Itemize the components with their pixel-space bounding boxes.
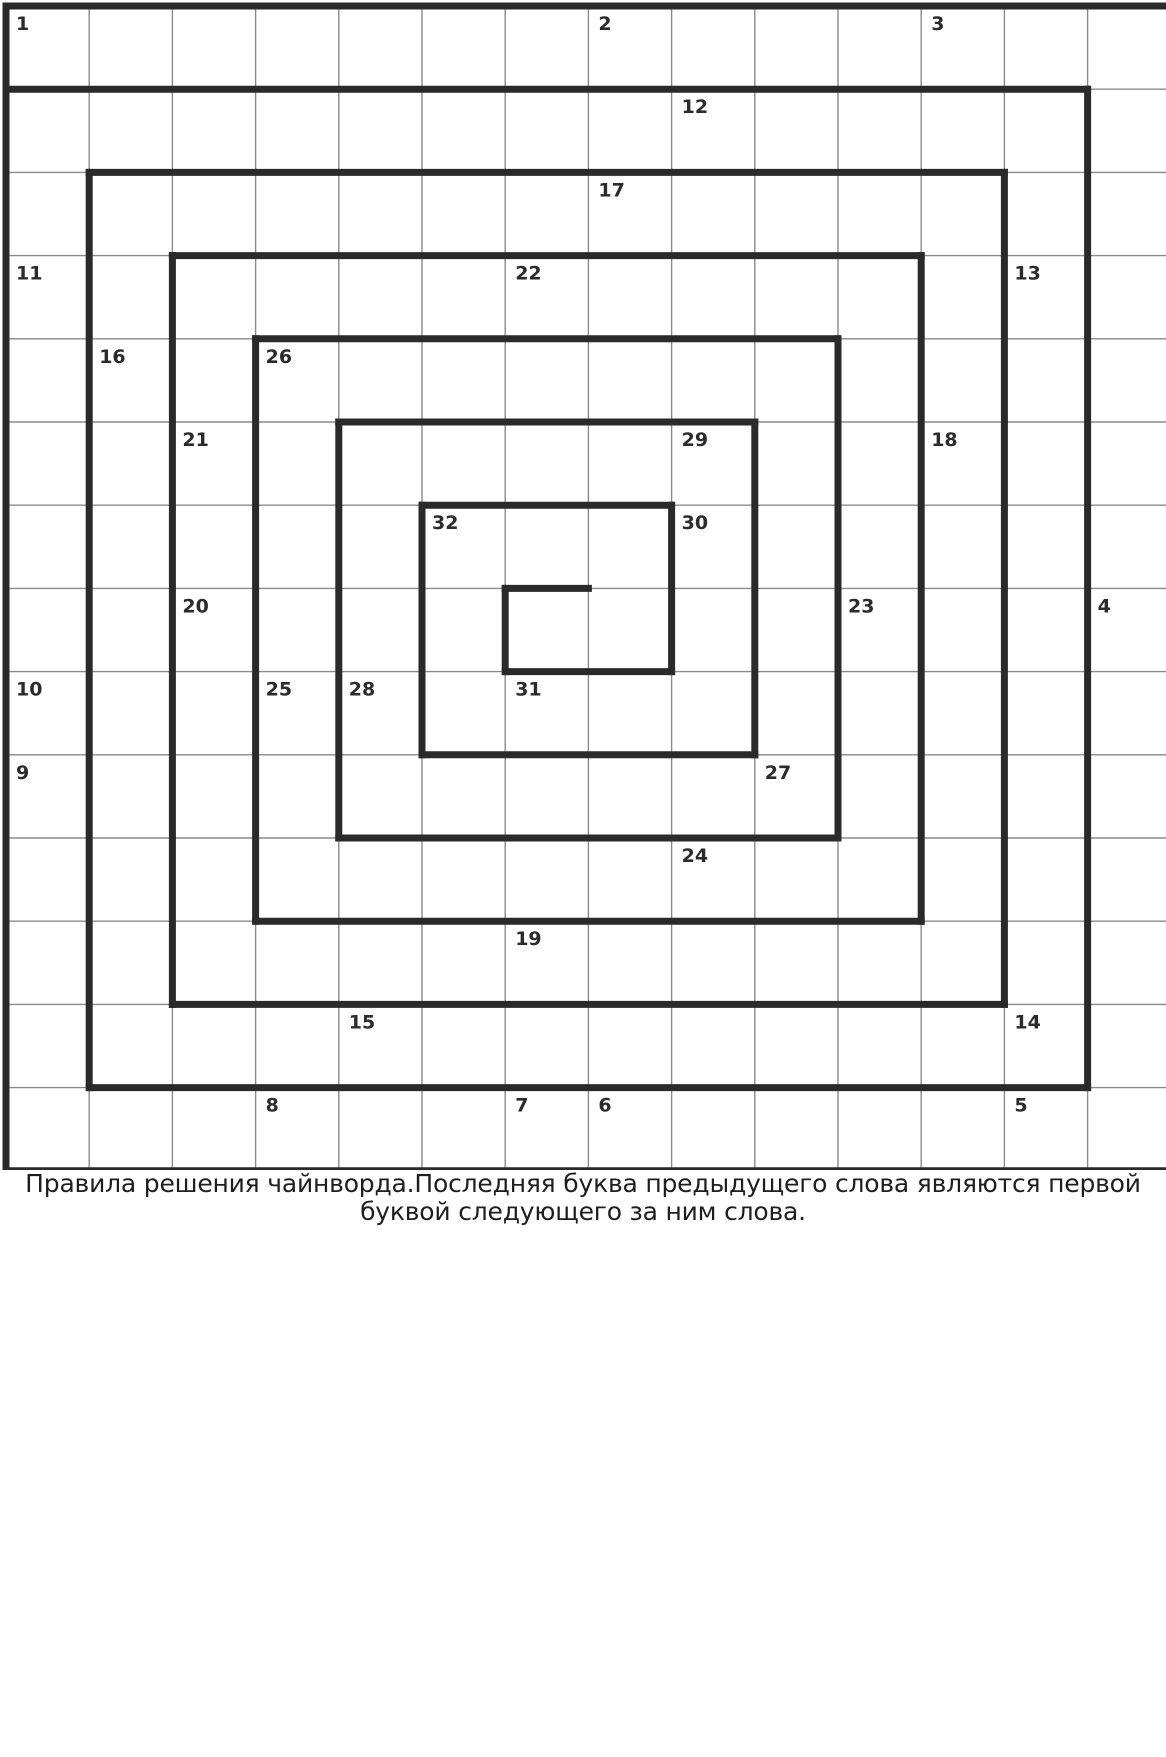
grid-cell[interactable] xyxy=(1004,755,1087,838)
grid-cell[interactable] xyxy=(6,921,89,1004)
cell-number-5: 5 xyxy=(1014,1094,1028,1117)
grid-cell[interactable] xyxy=(256,755,339,838)
grid-cell[interactable] xyxy=(256,838,339,921)
grid-cell[interactable] xyxy=(1004,838,1087,921)
grid-cell[interactable] xyxy=(672,172,755,255)
grid-cell[interactable] xyxy=(755,838,838,921)
grid-cell[interactable] xyxy=(339,172,422,255)
grid-cell[interactable] xyxy=(838,256,921,339)
cell-number-23: 23 xyxy=(848,595,875,618)
grid-cell[interactable] xyxy=(921,921,1004,1004)
grid-cell[interactable] xyxy=(172,89,255,172)
cell-number-22: 22 xyxy=(515,262,542,285)
grid-cell[interactable] xyxy=(1004,505,1087,588)
cell-number-20: 20 xyxy=(182,595,209,618)
grid-cell[interactable] xyxy=(588,588,671,671)
grid-cell[interactable] xyxy=(755,1004,838,1087)
grid-cell[interactable] xyxy=(838,921,921,1004)
grid-cell[interactable] xyxy=(1088,1004,1166,1087)
grid-cell[interactable] xyxy=(838,672,921,755)
grid-cell[interactable] xyxy=(921,588,1004,671)
grid-cell[interactable] xyxy=(588,1004,671,1087)
grid-cell[interactable] xyxy=(921,672,1004,755)
cell-number-11: 11 xyxy=(16,262,43,285)
grid-cell[interactable] xyxy=(755,422,838,505)
grid-cell[interactable] xyxy=(256,89,339,172)
grid-cell[interactable] xyxy=(755,339,838,422)
grid-cell[interactable] xyxy=(921,339,1004,422)
cell-number-12: 12 xyxy=(681,96,709,119)
grid-cell[interactable] xyxy=(505,339,588,422)
grid-cell[interactable] xyxy=(1088,755,1166,838)
cell-number-17: 17 xyxy=(598,179,625,202)
rules-line-1: Правила решения чайнворда.Последняя буква предыдущего слова являются первой xyxy=(25,1169,1141,1198)
grid-cell[interactable] xyxy=(422,1004,505,1087)
grid-cell[interactable] xyxy=(755,921,838,1004)
grid-cell[interactable] xyxy=(172,672,255,755)
grid-cell[interactable] xyxy=(588,89,671,172)
grid-cell[interactable] xyxy=(6,588,89,671)
grid-cell[interactable] xyxy=(422,672,505,755)
grid-cell[interactable] xyxy=(6,1088,89,1170)
grid-cell[interactable] xyxy=(422,838,505,921)
grid-cell[interactable] xyxy=(256,1004,339,1087)
grid-cell[interactable] xyxy=(256,505,339,588)
grid-cell[interactable] xyxy=(1004,921,1087,1004)
grid-cell[interactable] xyxy=(339,755,422,838)
grid-cell[interactable] xyxy=(1088,6,1166,89)
grid-cell[interactable] xyxy=(588,755,671,838)
grid-cell[interactable] xyxy=(838,1004,921,1087)
grid-cell[interactable] xyxy=(422,422,505,505)
grid-cell[interactable] xyxy=(755,6,838,89)
grid-cell[interactable] xyxy=(838,172,921,255)
grid-cell[interactable] xyxy=(921,838,1004,921)
grid-cell[interactable] xyxy=(422,339,505,422)
grid-cell[interactable] xyxy=(672,256,755,339)
grid-cell[interactable] xyxy=(1088,339,1166,422)
cell-number-2: 2 xyxy=(598,13,612,35)
grid-cell[interactable] xyxy=(755,588,838,671)
grid-cell[interactable] xyxy=(172,838,255,921)
cell-number-7: 7 xyxy=(515,1094,529,1117)
grid-cell[interactable] xyxy=(838,339,921,422)
grid-cell[interactable] xyxy=(6,339,89,422)
grid-cell[interactable] xyxy=(505,755,588,838)
grid-cell[interactable] xyxy=(838,6,921,89)
grid-cell[interactable] xyxy=(755,672,838,755)
grid-cell[interactable] xyxy=(1088,505,1166,588)
grid-cell[interactable] xyxy=(588,505,671,588)
grid-cell[interactable] xyxy=(921,755,1004,838)
grid-cell[interactable] xyxy=(172,339,255,422)
grid-cell[interactable] xyxy=(672,672,755,755)
cell-number-29: 29 xyxy=(681,429,709,451)
grid-cell[interactable] xyxy=(89,172,172,255)
grid-cell[interactable] xyxy=(172,921,255,1004)
grid-cell[interactable] xyxy=(921,89,1004,172)
cell-number-31: 31 xyxy=(515,678,542,701)
grid-cell[interactable] xyxy=(1088,921,1166,1004)
grid-cell[interactable] xyxy=(672,588,755,671)
grid-cell[interactable] xyxy=(1088,1088,1166,1170)
grid-cell[interactable] xyxy=(505,505,588,588)
grid-cell[interactable] xyxy=(339,1088,422,1170)
grid-cell[interactable] xyxy=(339,89,422,172)
cell-number-30: 30 xyxy=(681,512,709,535)
grid-cell[interactable] xyxy=(921,1004,1004,1087)
grid-cell[interactable] xyxy=(422,89,505,172)
grid-cell[interactable] xyxy=(89,838,172,921)
grid-cell[interactable] xyxy=(339,588,422,671)
grid-cell[interactable] xyxy=(1004,172,1087,255)
grid-cell[interactable] xyxy=(339,838,422,921)
grid-cell[interactable] xyxy=(339,6,422,89)
grid-cell[interactable] xyxy=(422,1088,505,1170)
grid-cell[interactable] xyxy=(256,256,339,339)
cell-number-14: 14 xyxy=(1014,1011,1041,1034)
grid-cell[interactable] xyxy=(339,256,422,339)
grid-cell[interactable] xyxy=(755,1088,838,1170)
cell-number-19: 19 xyxy=(515,928,542,951)
cell-number-28: 28 xyxy=(348,678,376,701)
grid-cell[interactable] xyxy=(588,339,671,422)
grid-cell[interactable] xyxy=(256,588,339,671)
grid-cell[interactable] xyxy=(505,1004,588,1087)
cell-number-18: 18 xyxy=(931,429,958,451)
grid-cell[interactable] xyxy=(1004,588,1087,671)
grid-cell[interactable] xyxy=(339,339,422,422)
cell-number-1: 1 xyxy=(16,13,30,35)
grid-cell[interactable] xyxy=(588,672,671,755)
grid-cell[interactable] xyxy=(89,505,172,588)
grid-cell[interactable] xyxy=(172,505,255,588)
grid-cell[interactable] xyxy=(339,921,422,1004)
grid-cell[interactable] xyxy=(172,6,255,89)
grid-cell[interactable] xyxy=(588,921,671,1004)
grid-cell[interactable] xyxy=(89,256,172,339)
grid-cell[interactable] xyxy=(256,6,339,89)
cell-number-13: 13 xyxy=(1014,262,1041,285)
grid-cell[interactable] xyxy=(172,256,255,339)
grid-cell[interactable] xyxy=(838,89,921,172)
grid-cell[interactable] xyxy=(672,1004,755,1087)
grid-cell[interactable] xyxy=(422,172,505,255)
grid-cell[interactable] xyxy=(6,1004,89,1087)
cell-number-32: 32 xyxy=(432,512,459,535)
cell-number-26: 26 xyxy=(265,345,293,368)
grid-cell[interactable] xyxy=(172,1004,255,1087)
grid-cell[interactable] xyxy=(172,1088,255,1170)
grid-cell[interactable] xyxy=(6,505,89,588)
grid-cell[interactable] xyxy=(172,755,255,838)
grid-cell[interactable] xyxy=(505,422,588,505)
grid-cell[interactable] xyxy=(6,89,89,172)
grid-cell[interactable] xyxy=(838,422,921,505)
grid-cell[interactable] xyxy=(422,588,505,671)
grid-cell[interactable] xyxy=(838,755,921,838)
cell-number-4: 4 xyxy=(1097,595,1111,618)
grid-cell[interactable] xyxy=(6,422,89,505)
grid-cell[interactable] xyxy=(89,1004,172,1087)
rules-line-2: буквой следующего за ним слова. xyxy=(360,1197,806,1226)
cell-number-24: 24 xyxy=(681,845,709,867)
grid-cell[interactable] xyxy=(838,1088,921,1170)
grid-cell[interactable] xyxy=(89,422,172,505)
grid-cell[interactable] xyxy=(6,838,89,921)
grid-cell[interactable] xyxy=(755,89,838,172)
grid-cell[interactable] xyxy=(89,755,172,838)
grid-cell[interactable] xyxy=(755,172,838,255)
grid-cell[interactable] xyxy=(672,339,755,422)
grid-cell[interactable] xyxy=(588,256,671,339)
grid-cell[interactable] xyxy=(1088,89,1166,172)
cell-number-25: 25 xyxy=(265,678,293,701)
grid-cell[interactable] xyxy=(588,422,671,505)
grid-cell[interactable] xyxy=(422,921,505,1004)
grid-cell[interactable] xyxy=(672,755,755,838)
cell-number-27: 27 xyxy=(764,761,792,784)
grid-cell[interactable] xyxy=(921,505,1004,588)
grid-cell[interactable] xyxy=(172,172,255,255)
grid-cell[interactable] xyxy=(672,1088,755,1170)
grid-cell[interactable] xyxy=(505,588,588,671)
grid-cell[interactable] xyxy=(1088,256,1166,339)
grid-cell[interactable] xyxy=(921,256,1004,339)
grid-cell[interactable] xyxy=(6,172,89,255)
grid-cell[interactable] xyxy=(588,838,671,921)
grid-cell[interactable] xyxy=(838,505,921,588)
rules-text xyxy=(20,1170,1146,1226)
grid-cell[interactable] xyxy=(838,838,921,921)
grid-cell[interactable] xyxy=(1004,422,1087,505)
cell-number-9: 9 xyxy=(16,761,30,784)
grid-cell[interactable] xyxy=(921,1088,1004,1170)
grid-cell[interactable] xyxy=(1088,172,1166,255)
cell-number-21: 21 xyxy=(182,429,209,451)
grid-cell[interactable] xyxy=(1088,672,1166,755)
grid-cell[interactable] xyxy=(89,6,172,89)
grid-cell[interactable] xyxy=(921,172,1004,255)
grid-cell[interactable] xyxy=(1004,672,1087,755)
grid-cell[interactable] xyxy=(505,6,588,89)
grid-cell[interactable] xyxy=(672,6,755,89)
grid-cell[interactable] xyxy=(256,172,339,255)
cell-number-8: 8 xyxy=(265,1094,279,1117)
grid-cell[interactable] xyxy=(1088,422,1166,505)
grid-cell[interactable] xyxy=(505,838,588,921)
cell-number-16: 16 xyxy=(99,345,126,368)
grid-cell[interactable] xyxy=(422,755,505,838)
grid-cell[interactable] xyxy=(755,505,838,588)
cell-number-6: 6 xyxy=(598,1094,612,1117)
grid-cell[interactable] xyxy=(1004,6,1087,89)
grid-cell[interactable] xyxy=(505,172,588,255)
grid-cell[interactable] xyxy=(339,505,422,588)
grid-cell[interactable] xyxy=(89,921,172,1004)
cell-number-3: 3 xyxy=(931,13,945,35)
cell-number-15: 15 xyxy=(348,1011,376,1034)
grid-cell[interactable] xyxy=(672,921,755,1004)
cell-number-10: 10 xyxy=(16,678,43,701)
grid-cell[interactable] xyxy=(1088,838,1166,921)
grid-cell[interactable] xyxy=(1004,339,1087,422)
grid-cell[interactable] xyxy=(89,89,172,172)
grid-cell[interactable] xyxy=(339,422,422,505)
grid-cell[interactable] xyxy=(505,89,588,172)
grid-cell[interactable] xyxy=(422,256,505,339)
grid-cell[interactable] xyxy=(256,422,339,505)
grid-cell[interactable] xyxy=(89,672,172,755)
grid-cell[interactable] xyxy=(89,1088,172,1170)
grid-cell[interactable] xyxy=(422,6,505,89)
grid-cell[interactable] xyxy=(89,588,172,671)
grid-cell[interactable] xyxy=(256,921,339,1004)
grid-cell[interactable] xyxy=(1004,89,1087,172)
grid-cell[interactable] xyxy=(755,256,838,339)
